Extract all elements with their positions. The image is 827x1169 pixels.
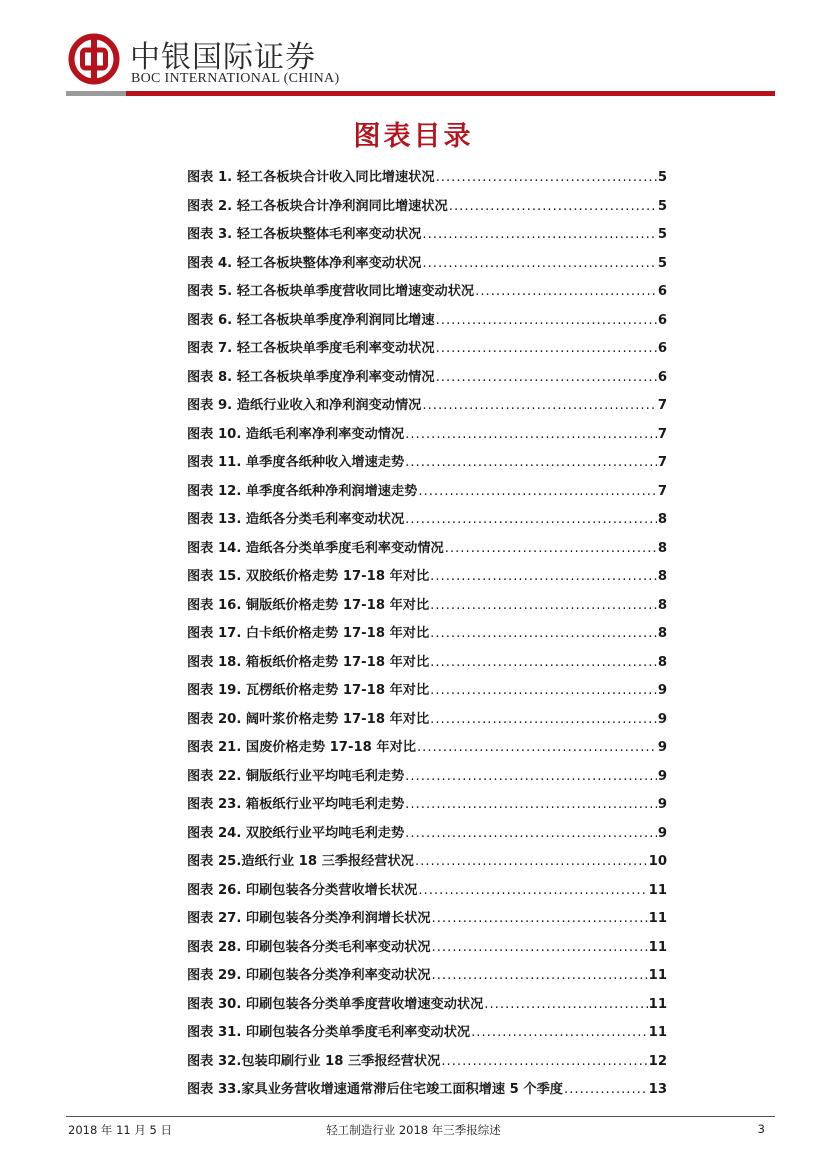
toc-entry-label: 图表 33.家具业务营收增速通常滞后住宅竣工面积增速 5 个季度 (187, 1082, 563, 1097)
toc-entry-page: 5 (657, 227, 667, 242)
toc-entry-label: 图表 10. 造纸毛利率净利率变动情况 (187, 426, 405, 442)
toc-dot-leader (418, 484, 656, 499)
toc-dot-leader (415, 854, 648, 869)
toc-entry-page: 8 (657, 512, 667, 527)
toc-entry-label: 图表 18. 箱板纸价格走势 17-18 年对比 (187, 654, 430, 670)
toc-dot-leader (422, 256, 656, 271)
toc-dot-leader (436, 341, 657, 356)
toc-entry[interactable] (187, 907, 667, 936)
toc-entry-page: 13 (648, 1082, 667, 1097)
page-title: 图表目录 (353, 121, 474, 152)
toc-entry-label: 图表 11. 单季度各纸种收入增速走势 (187, 455, 405, 470)
toc-entry-page: 6 (657, 312, 667, 328)
toc-entry[interactable] (187, 451, 667, 480)
brand-name-cn: 中银国际证券 (130, 40, 316, 75)
toc-entry[interactable] (187, 651, 667, 680)
page-header (0, 0, 827, 100)
toc-entry-page: 9 (657, 768, 667, 784)
toc-entry-page: 11 (648, 911, 667, 926)
toc-entry[interactable] (187, 822, 667, 851)
toc-entry-page: 12 (648, 1053, 667, 1069)
toc-entry-page: 8 (657, 569, 667, 584)
toc-entry-page: 9 (657, 711, 667, 727)
toc-entry[interactable] (187, 793, 667, 822)
toc-entry-page: 5 (657, 170, 667, 185)
toc-dot-leader (445, 541, 657, 556)
toc-entry[interactable] (187, 280, 667, 309)
toc-entry[interactable] (187, 565, 667, 594)
toc-entry-page: 11 (648, 939, 667, 955)
toc-dot-leader (430, 655, 657, 670)
footer-report-title: 轻工制造行业 2018 年三季报综述 (326, 1123, 501, 1137)
toc-dot-leader (405, 826, 657, 841)
toc-entry-label: 图表 8. 轻工各板块单季度净利率变动情况 (187, 369, 435, 385)
toc-entry-label: 图表 28. 印刷包装各分类毛利率变动状况 (187, 939, 431, 955)
toc-entry-label: 图表 14. 造纸各分类单季度毛利率变动情况 (187, 540, 444, 556)
toc-dot-leader (449, 199, 657, 214)
toc-dot-leader (430, 598, 657, 613)
brand-name-en: BOC INTERNATIONAL (CHINA) (131, 71, 340, 86)
toc-entry-page: 6 (657, 341, 667, 356)
toc-entry-label: 图表 31. 印刷包装各分类单季度毛利率变动状况 (187, 1025, 471, 1040)
toc-entry-page: 8 (657, 540, 667, 556)
toc-entry[interactable] (187, 309, 667, 338)
toc-entry[interactable] (187, 993, 667, 1022)
toc-entry-label: 图表 32.包装印刷行业 18 三季报经营状况 (187, 1053, 441, 1069)
toc-dot-leader (436, 370, 657, 385)
toc-entry-page: 8 (657, 654, 667, 670)
toc-entry-label: 图表 25.造纸行业 18 三季报经营状况 (187, 854, 414, 869)
toc-entry-page: 11 (648, 1025, 667, 1040)
bank-of-china-logo-icon (68, 33, 120, 85)
toc-dot-leader (430, 626, 657, 641)
toc-dot-leader (436, 170, 657, 185)
toc-entry[interactable] (187, 223, 667, 252)
toc-dot-leader (475, 284, 657, 299)
toc-entry-label: 图表 3. 轻工各板块整体毛利率变动状况 (187, 227, 422, 242)
toc-entry-label: 图表 15. 双胶纸价格走势 17-18 年对比 (187, 569, 430, 584)
toc-entry[interactable] (187, 394, 667, 423)
toc-entry[interactable] (187, 480, 667, 509)
toc-entry-label: 图表 16. 铜版纸价格走势 17-18 年对比 (187, 597, 430, 613)
toc-entry-label: 图表 23. 箱板纸行业平均吨毛利走势 (187, 797, 405, 812)
toc-entry-page: 11 (648, 968, 667, 983)
toc-entry-page: 5 (657, 255, 667, 271)
toc-entry-label: 图表 1. 轻工各板块合计收入同比增速状况 (187, 170, 435, 185)
toc-entry[interactable] (187, 964, 667, 993)
toc-entry[interactable] (187, 736, 667, 765)
toc-entry[interactable] (187, 594, 667, 623)
toc-dot-leader (430, 569, 657, 584)
toc-entry[interactable] (187, 195, 667, 224)
toc-dot-leader (422, 227, 656, 242)
toc-entry-label: 图表 7. 轻工各板块单季度毛利率变动状况 (187, 341, 435, 356)
footer-page-number: 3 (757, 1122, 765, 1136)
toc-entry-label: 图表 6. 轻工各板块单季度净利润同比增速 (187, 312, 435, 328)
toc-entry-page: 11 (648, 882, 667, 898)
footer-rule (66, 1116, 775, 1117)
toc-entry-page: 9 (657, 740, 667, 755)
toc-entry-label: 图表 24. 双胶纸行业平均吨毛利走势 (187, 825, 405, 841)
toc-entry[interactable] (187, 508, 667, 537)
header-rule-gray (66, 91, 126, 96)
toc-dot-leader (436, 313, 657, 328)
toc-entry[interactable] (187, 622, 667, 651)
toc-entry-page: 6 (657, 284, 667, 299)
toc-entry[interactable] (187, 366, 667, 395)
table-of-figures (187, 166, 667, 1107)
toc-dot-leader (430, 712, 657, 727)
toc-entry[interactable] (187, 879, 667, 908)
toc-entry-label: 图表 26. 印刷包装各分类营收增长状况 (187, 882, 418, 898)
toc-entry-label: 图表 30. 印刷包装各分类单季度营收增速变动状况 (187, 996, 484, 1012)
toc-entry[interactable] (187, 252, 667, 281)
footer-date: 2018 年 11 月 5 日 (68, 1123, 172, 1137)
toc-entry[interactable] (187, 1021, 667, 1050)
toc-dot-leader (564, 1082, 648, 1097)
toc-entry-page: 7 (657, 455, 667, 470)
toc-entry[interactable] (187, 337, 667, 366)
toc-dot-leader (418, 883, 647, 898)
toc-entry-page: 7 (657, 483, 667, 499)
toc-entry-page: 6 (657, 369, 667, 385)
toc-entry[interactable] (187, 423, 667, 452)
toc-entry-page: 9 (657, 797, 667, 812)
toc-entry-page: 8 (657, 597, 667, 613)
toc-entry-page: 7 (657, 398, 667, 413)
toc-entry[interactable] (187, 936, 667, 965)
toc-entry-page: 9 (657, 683, 667, 698)
toc-entry-label: 图表 27. 印刷包装各分类净利润增长状况 (187, 911, 431, 926)
toc-dot-leader (405, 455, 657, 470)
toc-dot-leader (405, 427, 657, 442)
toc-entry-label: 图表 13. 造纸各分类毛利率变动状况 (187, 512, 405, 527)
toc-entry[interactable] (187, 1078, 667, 1107)
toc-entry-label: 图表 22. 铜版纸行业平均吨毛利走势 (187, 768, 405, 784)
toc-entry-label: 图表 21. 国废价格走势 17-18 年对比 (187, 740, 416, 755)
toc-entry[interactable] (187, 765, 667, 794)
toc-entry-label: 图表 29. 印刷包装各分类净利率变动状况 (187, 968, 431, 983)
toc-entry-label: 图表 20. 阔叶浆价格走势 17-18 年对比 (187, 711, 430, 727)
toc-entry[interactable] (187, 1050, 667, 1079)
toc-entry[interactable] (187, 850, 667, 879)
toc-dot-leader (432, 911, 648, 926)
toc-entry[interactable] (187, 708, 667, 737)
toc-entry-page: 5 (657, 198, 667, 214)
toc-dot-leader (417, 740, 657, 755)
toc-dot-leader (405, 797, 657, 812)
toc-entry-page: 8 (657, 626, 667, 641)
toc-entry[interactable] (187, 537, 667, 566)
toc-dot-leader (432, 940, 648, 955)
header-rule-red (126, 91, 775, 96)
toc-entry-page: 10 (648, 854, 667, 869)
toc-dot-leader (484, 997, 647, 1012)
toc-dot-leader (471, 1025, 648, 1040)
toc-entry[interactable] (187, 166, 667, 195)
toc-entry-page: 7 (657, 426, 667, 442)
toc-entry-label: 图表 19. 瓦楞纸价格走势 17-18 年对比 (187, 683, 430, 698)
toc-entry-label: 图表 2. 轻工各板块合计净利润同比增速状况 (187, 198, 448, 214)
toc-entry-page: 11 (648, 996, 667, 1012)
toc-entry[interactable] (187, 679, 667, 708)
toc-entry-label: 图表 5. 轻工各板块单季度营收同比增速变动状况 (187, 284, 475, 299)
toc-entry-page: 9 (657, 825, 667, 841)
toc-entry-label: 图表 17. 白卡纸价格走势 17-18 年对比 (187, 626, 430, 641)
toc-dot-leader (430, 683, 657, 698)
toc-dot-leader (441, 1054, 647, 1069)
toc-dot-leader (405, 769, 657, 784)
toc-dot-leader (432, 968, 648, 983)
toc-dot-leader (405, 512, 657, 527)
toc-entry-label: 图表 4. 轻工各板块整体净利率变动状况 (187, 255, 422, 271)
toc-dot-leader (422, 398, 656, 413)
toc-entry-label: 图表 12. 单季度各纸种净利润增速走势 (187, 483, 418, 499)
toc-entry-label: 图表 9. 造纸行业收入和净利润变动情况 (187, 398, 422, 413)
